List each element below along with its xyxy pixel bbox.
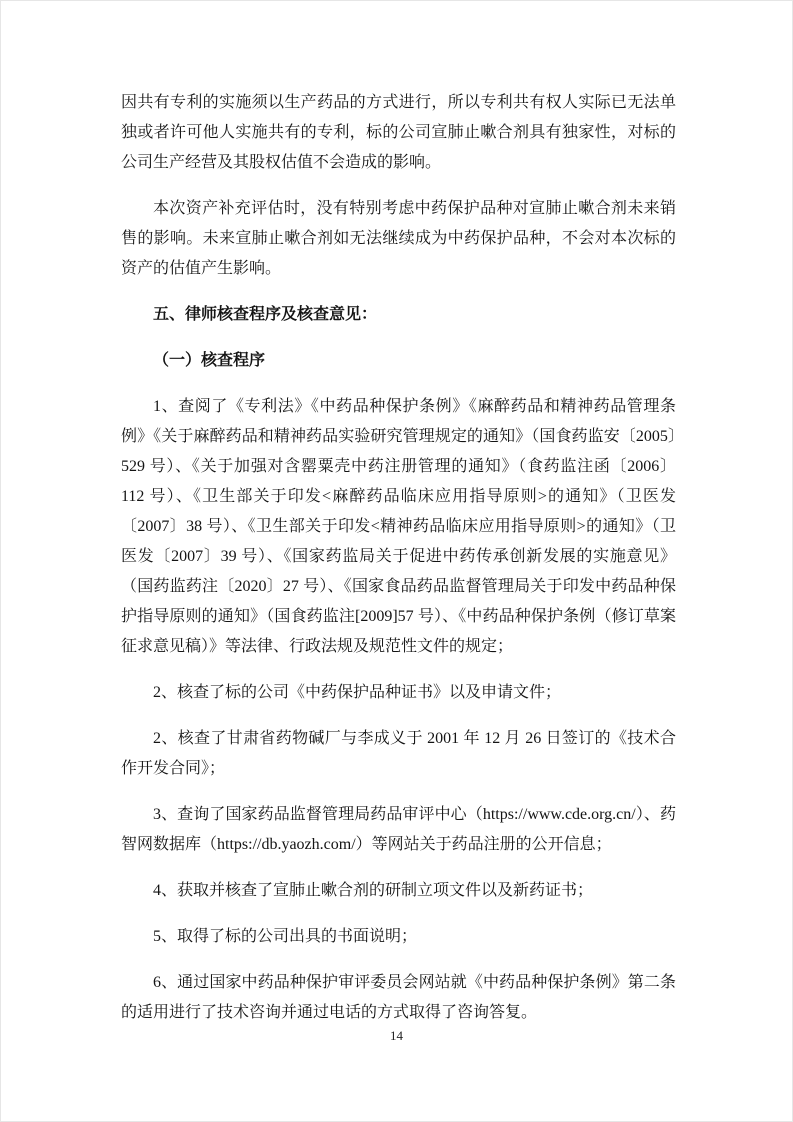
list-item-2-certificate-check: 2、核查了标的公司《中药保护品种证书》以及申请文件； — [153, 684, 562, 701]
list-item-3-website-inquiry: 3、查询了国家药品监督管理局药品审评中心（https://www.cde.org.cn/）、药智网数据库（https://db.yaozh.com/）等网站关于药品注册的公开信息； — [121, 806, 676, 853]
list-item-5-written-statement: 5、取得了标的公司出具的书面说明； — [153, 928, 418, 945]
subsection-heading-verification-procedure: （一）核查程序 — [153, 352, 266, 369]
list-item-6-technical-consultation: 6、通过国家中药品种保护审评委员会网站就《中药品种保护条例》第二条的适用进行了技术咨询并通过电话的方式取得了咨询答复。 — [121, 974, 676, 1021]
page-number: 14 — [390, 1028, 403, 1043]
body-paragraph-valuation-note: 本次资产补充评估时，没有特别考虑中药保护品种对宣肺止嗽合剂未来销售的影响。未来宣肺止嗽合剂如无法继续成为中药保护品种，不会对本次标的资产的估值产生影响。 — [121, 200, 676, 277]
list-item-2b-contract-check: 2、核查了甘肃省药物碱厂与李成义于 2001 年 12 月 26 日签订的《技术合作开发合同》； — [121, 730, 676, 777]
body-paragraph-patent-exclusivity: 因共有专利的实施须以生产药品的方式进行，所以专利共有权人实际已无法单独或者许可他人实施共有的专利，标的公司宣肺止嗽合剂具有独家性，对标的公司生产经营及其股权估值不会造成的影响。 — [121, 94, 676, 171]
list-item-4-new-drug-certificate: 4、获取并核查了宣肺止嗽合剂的研制立项文件以及新药证书； — [153, 882, 594, 899]
section-heading-lawyer-verification: 五、律师核查程序及核查意见： — [153, 306, 378, 323]
list-item-1-regulations-reviewed: 1、查阅了《专利法》《中药品种保护条例》《麻醉药品和精神药品管理条例》《关于麻醉药品和精神药品实验研究管理规定的通知》（国食药监安〔2005〕529 号）、《关于加强对含罂粟壳中药注册管理的通知》（食药监注函〔2006〕112 号）、《卫生部关于印发<麻醉药品临床应用指导原则>的通知》（卫医发〔2007〕38 号）、《卫生部关于印发<精神药品临床应用指导原则>的通知》（卫医发〔2007〕39 号）、《国家药监局关于促进中药传承创新发展的实施意见》（国药监药注〔2020〕27 号）、《国家食品药品监督管理局关于印发中药品种保护指导原则的通知》（国食药监注[2009]57 号）、《中药品种保护条例（修订草案征求意见稿）》等法律、行政法规及规范性文件的规定； — [121, 398, 676, 655]
